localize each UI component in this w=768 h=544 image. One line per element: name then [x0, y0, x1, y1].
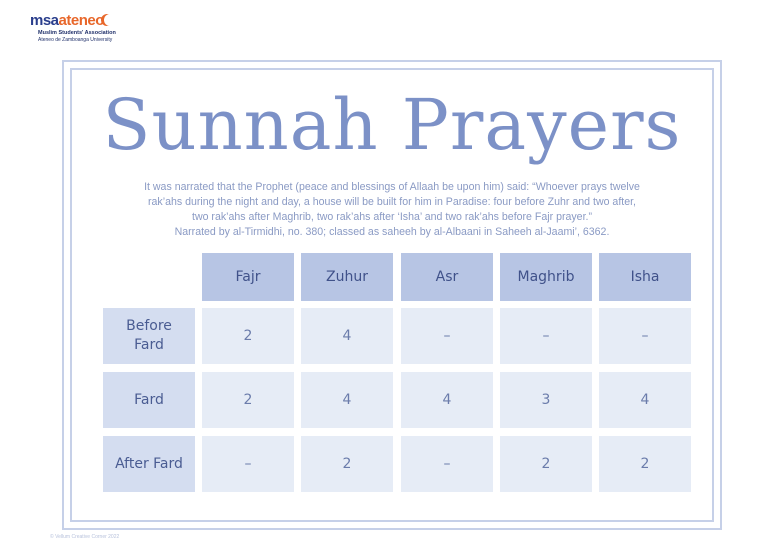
row-label-after-fard: After Fard [103, 436, 195, 492]
quote-line: rak’ahs during the night and day, a house will be built for him in Paradise: four before Zuhr and two after, [148, 196, 636, 208]
row-label-fard: Fard [103, 372, 195, 428]
quote-line: two rak’ahs after Maghrib, two rak’ahs after ‘Isha’ and two rak’ahs before Fajr prayer.” [192, 211, 592, 223]
table-cell: – [202, 436, 294, 492]
copyright-footer: © Vellum Creative Corner 2022 [50, 534, 120, 540]
column-header-fajr: Fajr [202, 253, 294, 301]
table-cell: 3 [500, 372, 592, 428]
crescent-icon [104, 14, 116, 26]
quote-citation: Narrated by al-Tirmidhi, no. 380; classed as saheeh by al-Albaani in Saheeh al-Jaami’, 6362. [174, 226, 610, 238]
logo-org-name: Muslim Students' Association [38, 30, 116, 36]
row-label-before-fard: Before Fard [103, 308, 195, 364]
table-cell: 2 [599, 436, 691, 492]
table-cell: 2 [301, 436, 393, 492]
table-cell: 4 [599, 372, 691, 428]
logo-wordmark: msaateneo [30, 12, 104, 29]
column-header-isha: Isha [599, 253, 691, 301]
table-cell: 4 [301, 372, 393, 428]
column-header-maghrib: Maghrib [500, 253, 592, 301]
table-cell: – [599, 308, 691, 364]
table-cell: 4 [301, 308, 393, 364]
column-header-asr: Asr [401, 253, 493, 301]
logo-university-name: Ateneo de Zamboanga University [38, 37, 113, 43]
quote-line: It was narrated that the Prophet (peace and blessings of Allaah be upon him) said: “Whoever prays twelve [144, 181, 640, 193]
msa-logo [30, 12, 120, 48]
table-cell: – [401, 436, 493, 492]
table-cell: 4 [401, 372, 493, 428]
table-cell: 2 [202, 308, 294, 364]
page-title: Sunnah Prayers [102, 84, 682, 166]
table-cell: – [500, 308, 592, 364]
hadith-quote [95, 180, 689, 240]
table-cell: – [401, 308, 493, 364]
column-header-zuhur: Zuhur [301, 253, 393, 301]
table-cell: 2 [202, 372, 294, 428]
table-cell: 2 [500, 436, 592, 492]
